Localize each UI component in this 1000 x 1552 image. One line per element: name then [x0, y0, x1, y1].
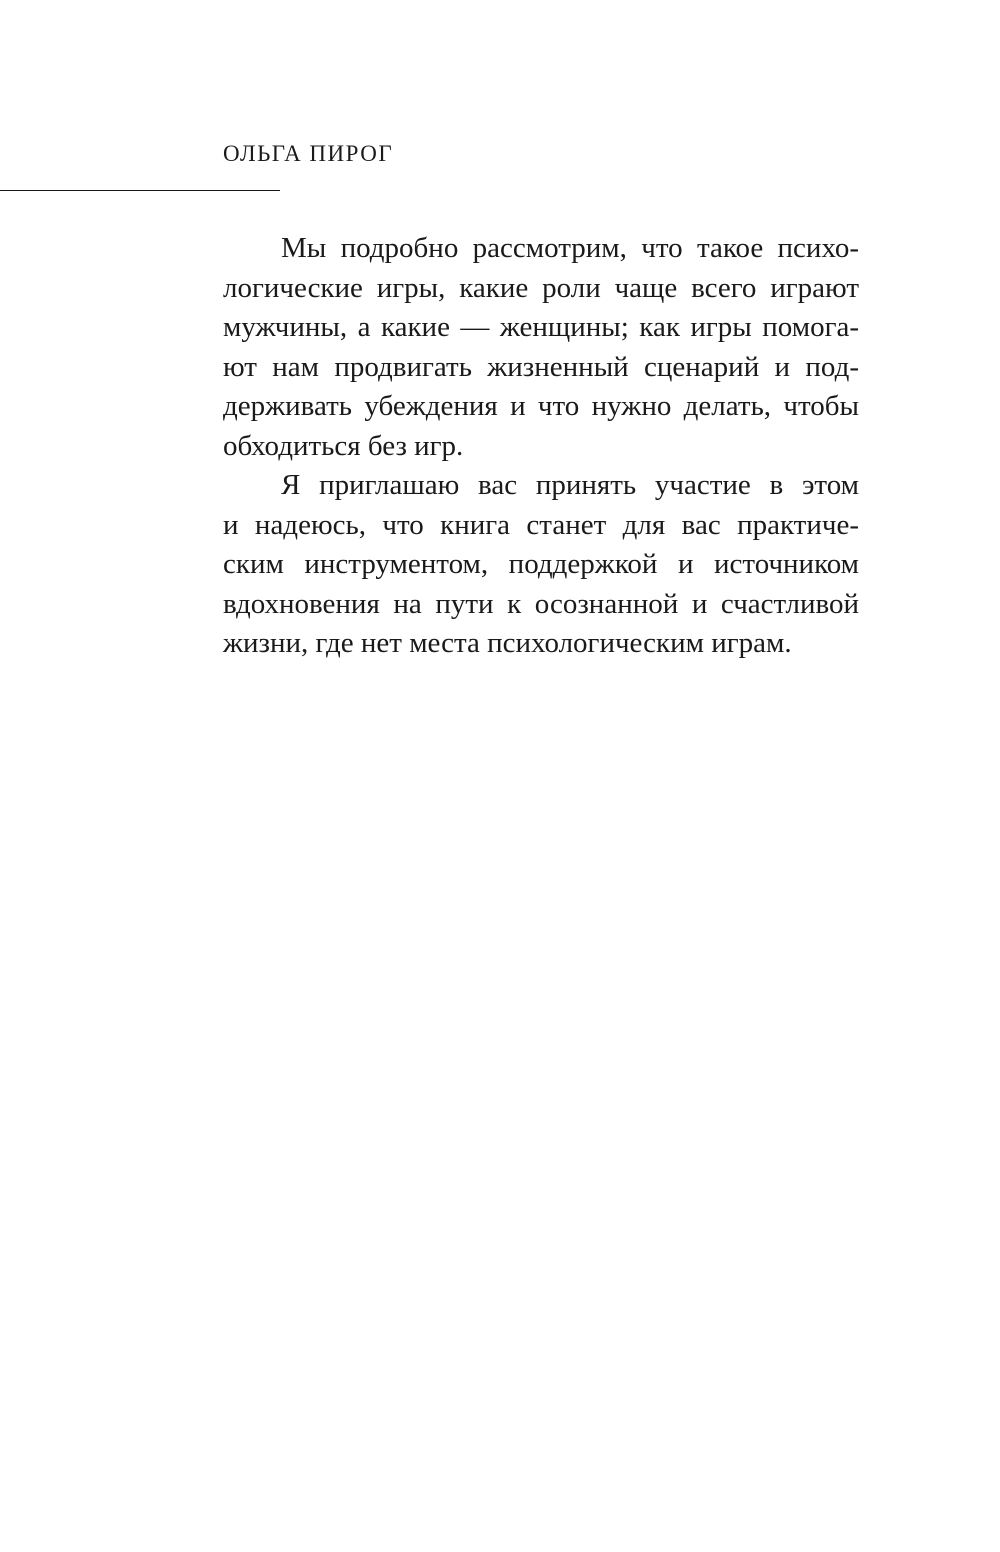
body-text: [223, 229, 859, 664]
text-line: Мы подробно рассмотрим, что такое психо-: [281, 232, 859, 264]
running-head-author: ОЛЬГА ПИРОГ: [223, 141, 394, 166]
text-line: вдохновения на пути к осознанной и счастливой: [223, 587, 859, 620]
text-line: и надеюсь, что книга станет для вас практиче-: [223, 508, 859, 541]
text-line: Я приглашаю вас принять участие в этом: [281, 469, 859, 501]
text-line: держивать убеждения и что нужно делать, чтобы: [223, 390, 859, 422]
header-rule: [0, 190, 280, 191]
text-line: мужчины, а какие — женщины; как игры помога-: [223, 311, 859, 343]
text-line: ским инструментом, поддержкой и источником: [223, 548, 859, 580]
text-line: ют нам продвигать жизненный сценарий и под-: [223, 350, 859, 383]
text-line: обходиться без игр.: [223, 429, 464, 462]
text-line: жизни, где нет места психологическим играм.: [223, 627, 792, 659]
text-line: логические игры, какие роли чаще всего играют: [223, 271, 859, 304]
